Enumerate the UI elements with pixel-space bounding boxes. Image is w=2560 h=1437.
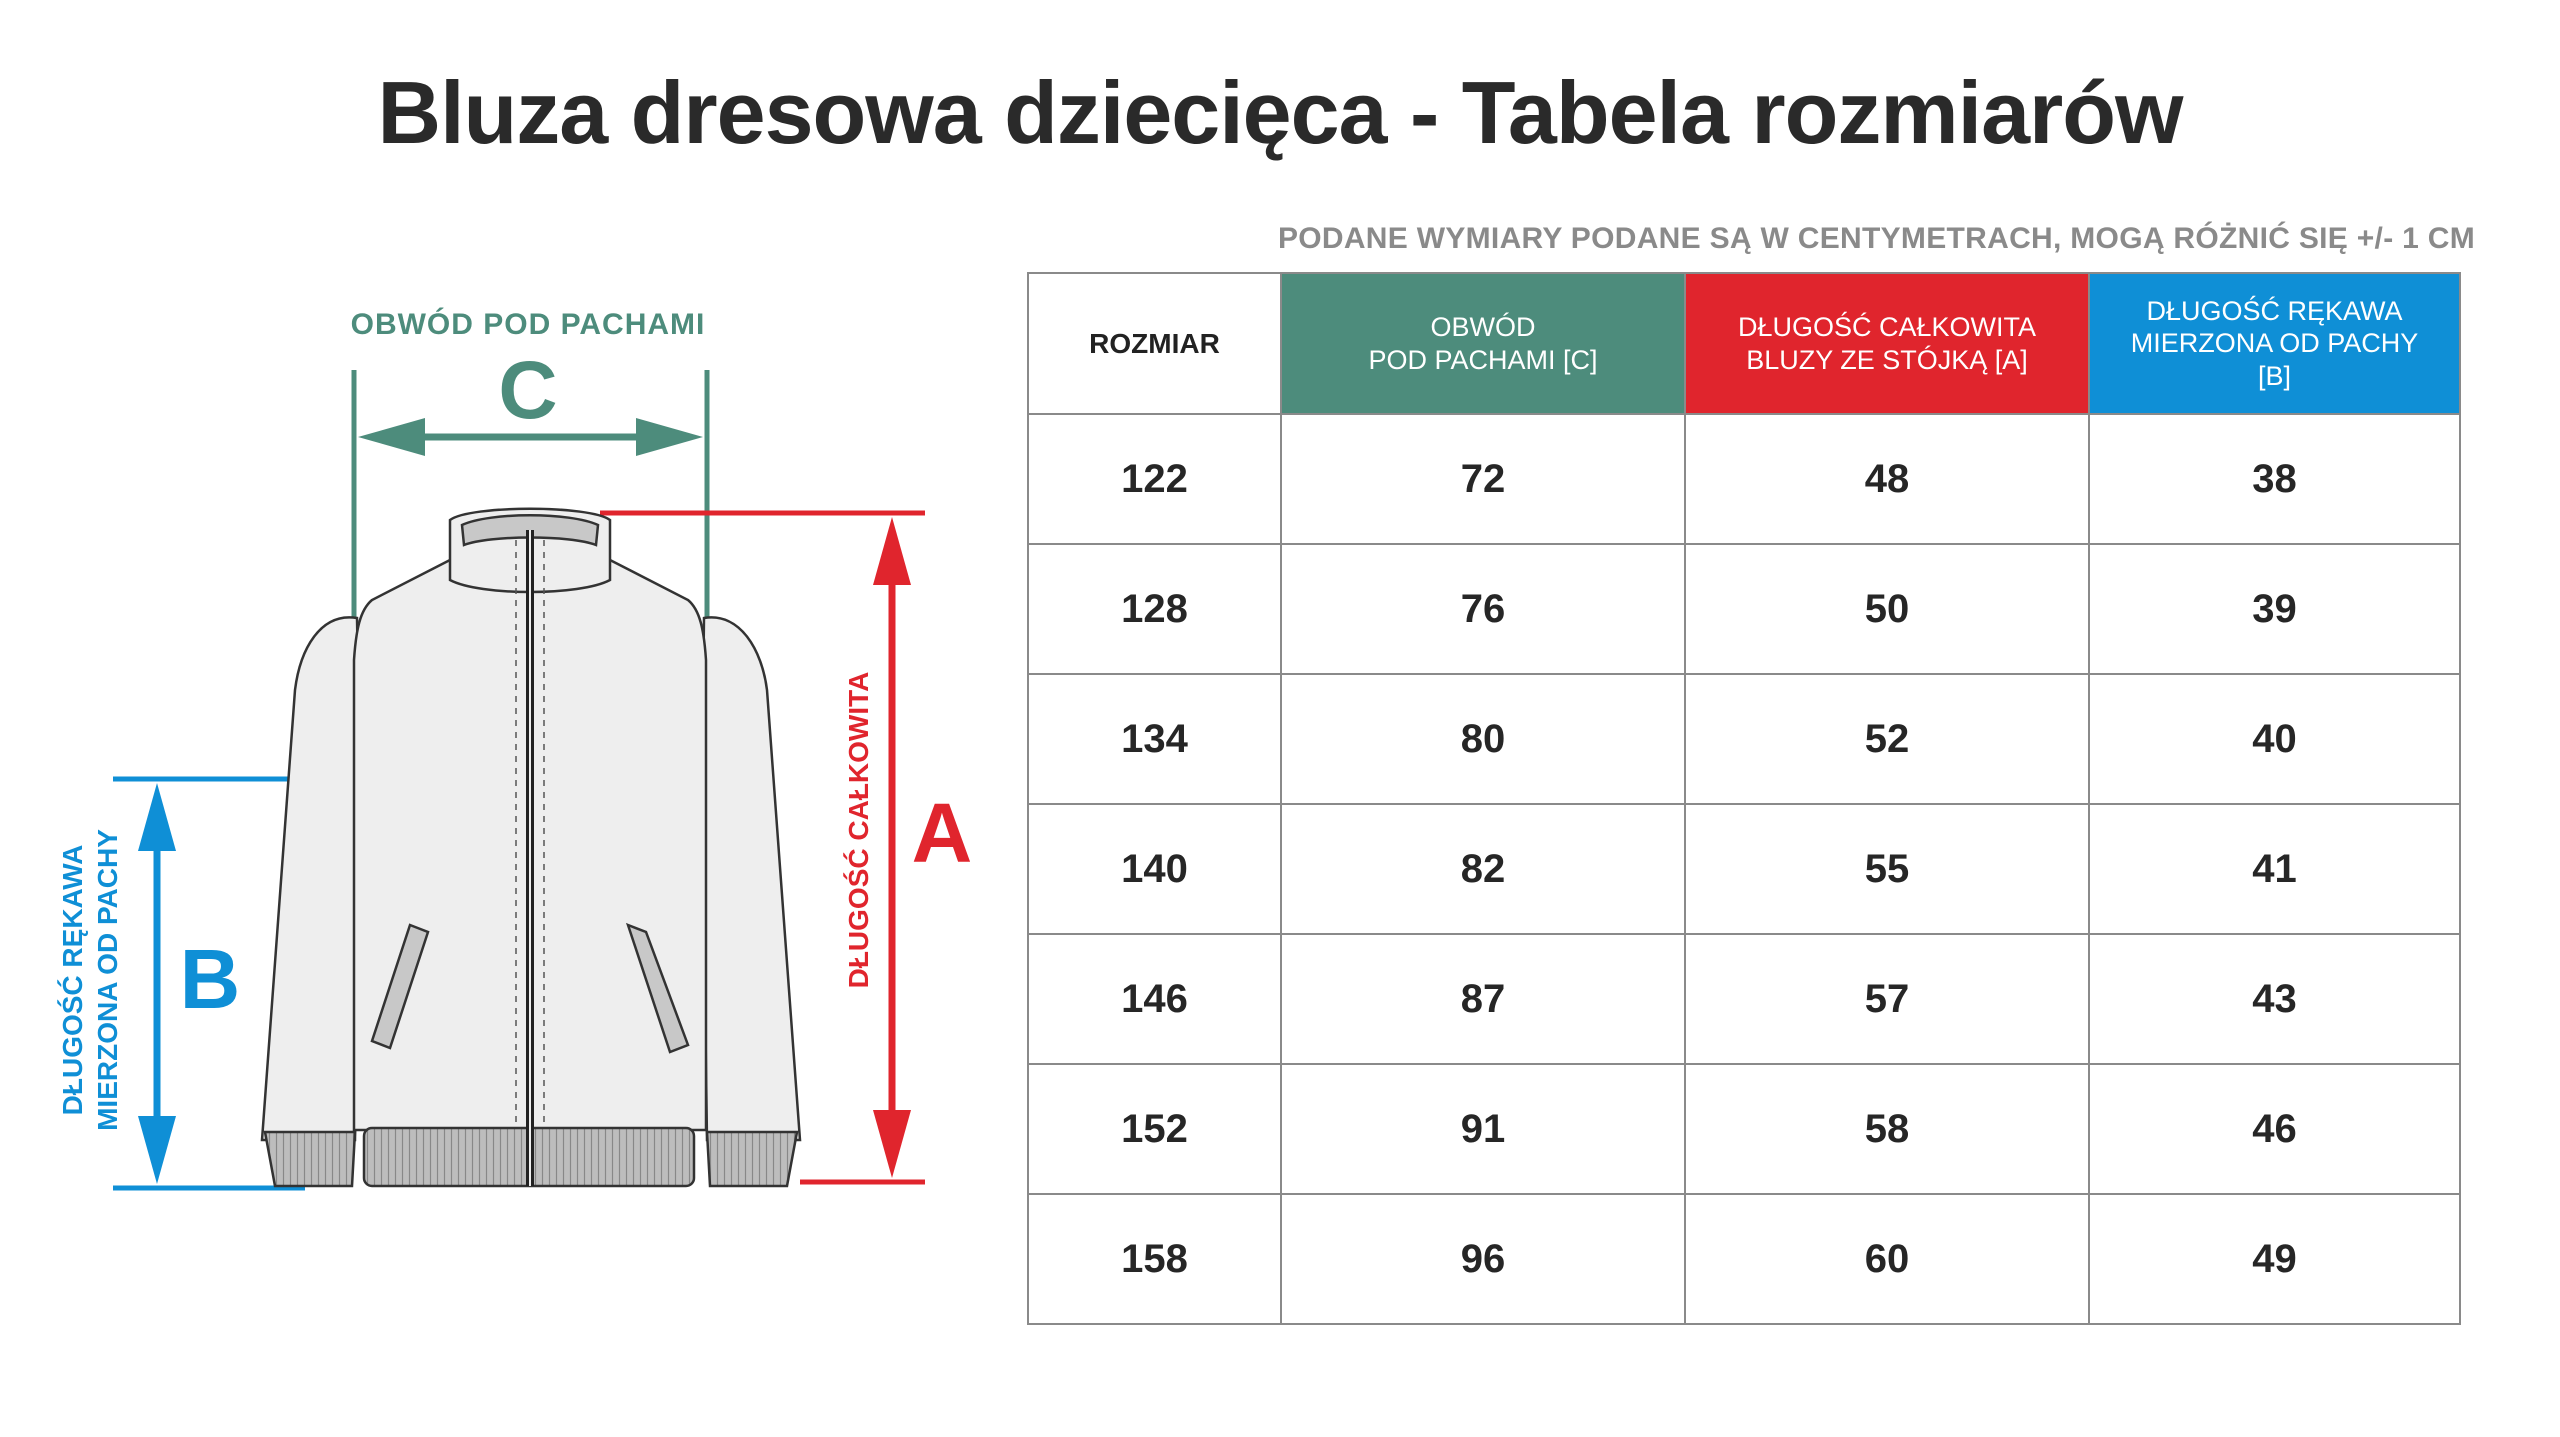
sleeve-letter: B	[179, 932, 241, 1026]
cell-size: 152	[1028, 1064, 1281, 1194]
cell-size: 158	[1028, 1194, 1281, 1324]
cell-chest: 80	[1281, 674, 1685, 804]
cell-length: 58	[1685, 1064, 2089, 1194]
table-row	[1028, 1064, 2460, 1194]
left-sleeve	[262, 617, 360, 1140]
table-header-row	[1028, 273, 2460, 414]
measurement-note: PODANE WYMIARY PODANE SĄ W CENTYMETRACH, MOGĄ RÓŻNIĆ SIĘ +/- 1 CM	[1277, 222, 2475, 255]
cell-chest: 96	[1281, 1194, 1685, 1324]
jacket-illustration	[262, 509, 800, 1186]
length-arrow-bottom-head	[873, 1110, 911, 1178]
cell-chest: 87	[1281, 934, 1685, 1064]
header-chest: OBWÓD POD PACHAMI [C]	[1281, 273, 1685, 414]
cell-sleeve: 39	[2089, 544, 2460, 674]
cell-size: 140	[1028, 804, 1281, 934]
chest-letter: C	[498, 345, 558, 436]
cell-sleeve: 43	[2089, 934, 2460, 1064]
cell-sleeve: 41	[2089, 804, 2460, 934]
sleeve-label-line1: DŁUGOŚĆ RĘKAWA	[57, 844, 88, 1116]
cell-size: 122	[1028, 414, 1281, 544]
length-label: DŁUGOŚĆ CAŁKOWITA	[843, 671, 874, 989]
chest-arrow-left-head	[358, 418, 425, 456]
cell-length: 48	[1685, 414, 2089, 544]
cell-length: 60	[1685, 1194, 2089, 1324]
cell-size: 128	[1028, 544, 1281, 674]
page-title: Bluza dresowa dziecięca - Tabela rozmiarów	[377, 63, 2183, 162]
right-sleeve	[702, 617, 800, 1140]
cell-chest: 91	[1281, 1064, 1685, 1194]
header-size: ROZMIAR	[1028, 273, 1281, 414]
cell-sleeve: 46	[2089, 1064, 2460, 1194]
size-table	[1027, 272, 2461, 1325]
cell-chest: 82	[1281, 804, 1685, 934]
garment-diagram	[0, 0, 1000, 1437]
chest-label: OBWÓD POD PACHAMI	[350, 308, 706, 341]
header-length: DŁUGOŚĆ CAŁKOWITA BLUZY ZE STÓJKĄ [A]	[1685, 273, 2089, 414]
cell-chest: 72	[1281, 414, 1685, 544]
left-cuff	[265, 1132, 355, 1186]
cell-size: 146	[1028, 934, 1281, 1064]
table-row	[1028, 414, 2460, 544]
right-cuff	[707, 1132, 797, 1186]
cell-length: 55	[1685, 804, 2089, 934]
sleeve-arrow-bottom-head	[138, 1116, 176, 1184]
cell-size: 134	[1028, 674, 1281, 804]
chest-arrow-right-head	[636, 418, 703, 456]
table-row	[1028, 674, 2460, 804]
cell-sleeve: 38	[2089, 414, 2460, 544]
cell-length: 50	[1685, 544, 2089, 674]
cell-chest: 76	[1281, 544, 1685, 674]
cell-length: 57	[1685, 934, 2089, 1064]
table-row	[1028, 1194, 2460, 1324]
length-arrow-top-head	[873, 517, 911, 585]
cell-sleeve: 40	[2089, 674, 2460, 804]
table-row	[1028, 934, 2460, 1064]
table-row	[1028, 804, 2460, 934]
cell-length: 52	[1685, 674, 2089, 804]
sleeve-label-line2: MIERZONA OD PACHY	[92, 829, 123, 1131]
header-sleeve: DŁUGOŚĆ RĘKAWA MIERZONA OD PACHY [B]	[2089, 273, 2460, 414]
cell-sleeve: 49	[2089, 1194, 2460, 1324]
sleeve-arrow-top-head	[138, 783, 176, 851]
length-letter: A	[911, 786, 973, 880]
table-row	[1028, 544, 2460, 674]
